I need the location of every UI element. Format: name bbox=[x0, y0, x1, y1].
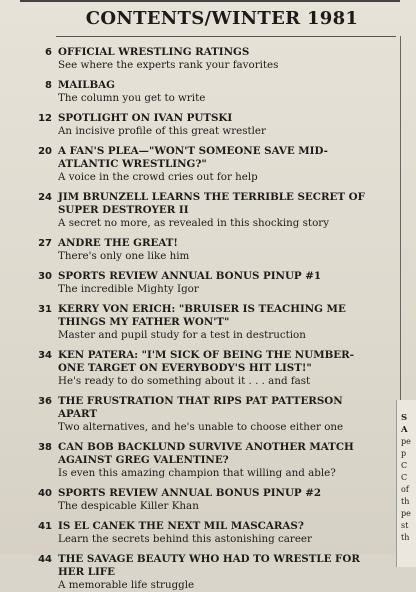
fragment-text: st bbox=[401, 521, 409, 530]
entry-headline: SPOTLIGHT ON IVAN PUTSKI bbox=[58, 112, 233, 124]
entry-headline: OFFICIAL WRESTLING RATINGS bbox=[58, 46, 250, 58]
fragment-text: p bbox=[401, 449, 407, 458]
page-number: 6 bbox=[45, 47, 52, 58]
fragment-text: A bbox=[401, 425, 408, 435]
fragment-text: C bbox=[401, 473, 408, 482]
entry-headline: SPORTS REVIEW ANNUAL BONUS PINUP #2 bbox=[58, 487, 322, 499]
fragment-text: th bbox=[401, 497, 410, 506]
page-title: CONTENTS/WINTER 1981 bbox=[85, 8, 359, 29]
fragment-text: pe bbox=[401, 509, 411, 518]
entry-description: A voice in the crowd cries out for help bbox=[58, 171, 258, 183]
entry-headline: ONE TARGET ON EVERYBODY'S HIT LIST!" bbox=[58, 362, 312, 374]
entry-headline: SUPER DESTROYER II bbox=[58, 204, 189, 216]
page-number: 40 bbox=[38, 488, 52, 499]
page-number: 20 bbox=[38, 146, 52, 157]
column-rule bbox=[400, 36, 401, 406]
entry-headline: ANDRE THE GREAT! bbox=[58, 237, 178, 249]
entry-description: The despicable Killer Khan bbox=[58, 500, 199, 512]
entry-headline: THINGS MY FATHER WON'T" bbox=[58, 316, 230, 328]
entry-headline: SPORTS REVIEW ANNUAL BONUS PINUP #1 bbox=[58, 270, 322, 282]
entry-description: The incredible Mighty Igor bbox=[58, 283, 199, 295]
page-number: 30 bbox=[38, 271, 52, 282]
entry-headline: THE FRUSTRATION THAT RIPS PAT PATTERSON bbox=[58, 395, 343, 407]
title-underline bbox=[56, 36, 396, 37]
entry-headline: MAILBAG bbox=[58, 79, 115, 91]
entry-description: Master and pupil study for a test in destruction bbox=[58, 329, 306, 341]
entry-headline: HER LIFE bbox=[58, 566, 115, 578]
entry-description: Learn the secrets behind this astonishing career bbox=[58, 533, 312, 545]
page-number: 8 bbox=[45, 80, 52, 91]
top-rule bbox=[20, 0, 400, 2]
entry-headline: IS EL CANEK THE NEXT MIL MASCARAS? bbox=[58, 520, 304, 532]
entry-headline: KERRY VON ERICH: "BRUISER IS TEACHING ME bbox=[58, 303, 346, 315]
adjacent-page-fragment bbox=[396, 400, 416, 567]
entry-description: Two alternatives, and he's unable to choose either one bbox=[58, 421, 344, 433]
page-number: 12 bbox=[38, 113, 52, 124]
page-number: 31 bbox=[38, 304, 52, 315]
entry-description: The column you get to write bbox=[58, 92, 206, 104]
entry-description: A memorable life struggle bbox=[58, 579, 195, 591]
entry-description: Is even this amazing champion that willing and able? bbox=[58, 467, 336, 479]
entry-headline: ATLANTIC WRESTLING?" bbox=[58, 158, 207, 170]
page-number: 36 bbox=[38, 396, 52, 407]
entry-description: An incisive profile of this great wrestler bbox=[58, 125, 266, 137]
fragment-text: C bbox=[401, 461, 408, 470]
entry-description: A secret no more, as revealed in this shocking story bbox=[58, 217, 330, 229]
entry-headline: THE SAVAGE BEAUTY WHO HAD TO WRESTLE FOR bbox=[58, 553, 360, 565]
entry-headline: AGAINST GREG VALENTINE? bbox=[58, 454, 229, 466]
page-number: 38 bbox=[38, 442, 52, 453]
fragment-text: of bbox=[401, 485, 409, 494]
fragment-text: pe bbox=[401, 437, 411, 446]
page-number: 41 bbox=[38, 521, 52, 532]
entry-headline: JIM BRUNZELL LEARNS THE TERRIBLE SECRET OF bbox=[58, 191, 365, 203]
entry-headline: KEN PATERA: "I'M SICK OF BEING THE NUMBER- bbox=[58, 349, 354, 361]
entry-description: There's only one like him bbox=[58, 250, 190, 262]
page-number: 34 bbox=[38, 350, 52, 361]
entry-headline: A FAN'S PLEA—"WON'T SOMEONE SAVE MID- bbox=[58, 145, 328, 157]
entry-headline: CAN BOB BACKLUND SURVIVE ANOTHER MATCH bbox=[58, 441, 354, 453]
entry-description: He's ready to do something about it . . . and fast bbox=[58, 375, 311, 387]
fragment-text: th bbox=[401, 533, 410, 542]
page-number: 44 bbox=[38, 554, 52, 565]
entry-description: See where the experts rank your favorites bbox=[58, 59, 279, 71]
entry-headline: APART bbox=[58, 408, 98, 420]
page-number: 24 bbox=[38, 192, 52, 203]
page-number: 27 bbox=[38, 238, 52, 249]
fragment-text: S bbox=[401, 413, 408, 423]
